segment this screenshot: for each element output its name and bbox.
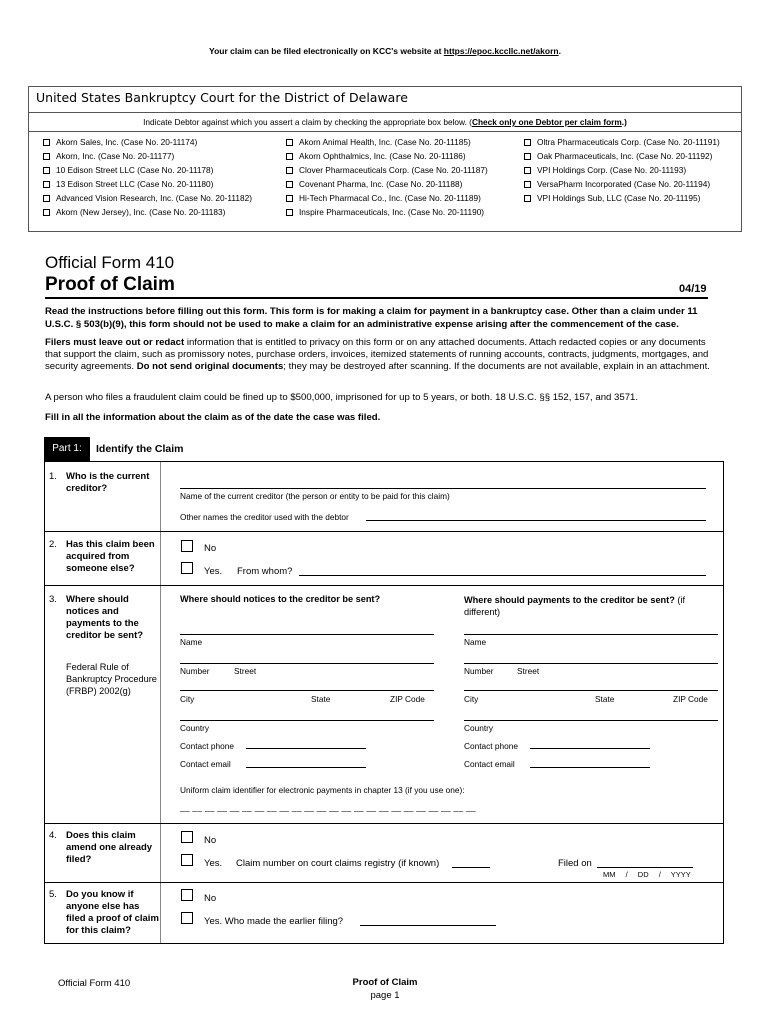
claim-number-field[interactable] <box>452 867 490 868</box>
debtor-checkbox[interactable] <box>524 139 531 146</box>
debtor-option[interactable] <box>43 193 252 203</box>
notice-street-label: Street <box>234 666 257 676</box>
redact-paragraph <box>45 337 713 373</box>
debtor-checkbox[interactable] <box>286 209 293 216</box>
debtor-checkbox[interactable] <box>43 209 50 216</box>
debtor-checkbox[interactable] <box>286 153 293 160</box>
debtor-option[interactable] <box>524 165 686 175</box>
debtor-label: Akorn (New Jersey), Inc. (Case No. 20-11183) <box>56 207 226 217</box>
q4-no-checkbox[interactable] <box>181 831 193 843</box>
debtor-option[interactable] <box>43 165 213 175</box>
q4-text: Does this claim amend one already filed? <box>66 830 153 865</box>
instruction-bold: Check only one Debtor per claim form <box>471 117 622 127</box>
part1-tag: Part 1: <box>44 437 90 461</box>
debtor-option[interactable] <box>524 151 712 161</box>
notice-number-label: Number <box>180 666 210 676</box>
notice-city-field[interactable] <box>180 690 434 691</box>
question-frame-left <box>44 462 45 943</box>
official-form-label: Official Form 410 <box>45 253 175 272</box>
efile-notice <box>0 46 770 56</box>
debtor-option[interactable] <box>286 151 466 161</box>
notice-name-label: Name <box>180 637 203 647</box>
court-instruction <box>29 112 741 129</box>
debtor-checkbox[interactable] <box>43 139 50 146</box>
payment-name-label: Name <box>464 637 487 647</box>
fraud-warning: A person who files a fraudulent claim could be fined up to $500,000, imprisoned for up to 5 years, or both. 18 U.S.C. §§ 152, 157, and 3571. <box>45 392 639 403</box>
notice-street-field[interactable] <box>180 663 434 664</box>
payment-street-label: Street <box>517 666 540 676</box>
fill-in-instruction: Fill in all the information about the claim as of the date the case was filed. <box>45 412 381 423</box>
debtor-option[interactable] <box>286 179 462 189</box>
q4-yes-label: Yes. <box>204 858 223 869</box>
debtor-label: VersaPharm Incorporated (Case No. 20-11194) <box>537 179 711 189</box>
payment-country-field[interactable] <box>464 720 718 721</box>
payment-phone-field[interactable] <box>530 748 650 749</box>
payment-country-label: Country <box>464 723 494 733</box>
q1-text: Who is the current creditor? <box>66 471 150 494</box>
debtor-label: Akorn Ophthalmics, Inc. (Case No. 20-11186) <box>299 151 466 161</box>
debtor-label: 10 Edison Street LLC (Case No. 20-11178) <box>56 165 214 175</box>
filed-on-date-field[interactable] <box>597 867 693 868</box>
debtor-option[interactable] <box>286 193 481 203</box>
q2-yes-checkbox[interactable] <box>181 562 193 574</box>
court-name: United States Bankruptcy Court for the District of Delaware <box>36 90 408 105</box>
redact-text2: ; they may be destroyed after scanning. If the documents are not available, explain in an attachment. <box>283 361 710 372</box>
notice-email-label: Contact email <box>180 759 231 769</box>
q2-no-checkbox[interactable] <box>181 540 193 552</box>
instruction-divider <box>29 131 741 132</box>
payments-heading-bold: Where should payments to the creditor be sent? <box>464 595 675 605</box>
q2-divider <box>44 585 724 586</box>
notices-heading: Where should notices to the creditor be sent? <box>180 594 381 604</box>
debtor-checkbox[interactable] <box>524 181 531 188</box>
notice-city-label: City <box>180 694 195 704</box>
part1-title: Identify the Claim <box>96 443 184 455</box>
footer-page: page 1 <box>370 990 400 1001</box>
debtor-checkbox[interactable] <box>286 195 293 202</box>
debtor-checkbox[interactable] <box>286 139 293 146</box>
q5-no-label: No <box>204 893 217 904</box>
debtor-option[interactable] <box>43 207 225 217</box>
debtor-checkbox[interactable] <box>286 181 293 188</box>
efile-suffix: . <box>558 46 561 56</box>
q2-text: Has this claim been acquired from someone else? <box>66 539 155 574</box>
from-whom-label: From whom? <box>237 566 293 577</box>
debtor-label: Oak Pharmaceuticals, Inc. (Case No. 20-11192) <box>537 151 713 161</box>
debtor-checkbox[interactable] <box>524 153 531 160</box>
debtor-option[interactable] <box>524 193 700 203</box>
q3-text: Where should notices and payments to the creditor be sent? <box>66 594 144 641</box>
footer-form-name: Official Form 410 <box>58 978 131 989</box>
other-names-field[interactable] <box>366 520 706 521</box>
debtor-label: Inspire Pharmaceuticals, Inc. (Case No. 20-11190) <box>299 207 485 217</box>
debtor-checkbox[interactable] <box>524 167 531 174</box>
earlier-filer-field[interactable] <box>360 925 496 926</box>
filed-on-label: Filed on <box>558 858 592 869</box>
debtor-label: Akorn, Inc. (Case No. 20-11177) <box>56 151 175 161</box>
debtor-label: Clover Pharmaceuticals Corp. (Case No. 20-11187) <box>299 165 488 175</box>
q2-number: 2. <box>49 539 57 550</box>
uci-label: Uniform claim identifier for electronic payments in chapter 13 (if you use one): <box>180 785 465 795</box>
question-label-divider <box>160 462 161 943</box>
instructions-bold: Read the instructions before filling out this form. This form is for making a claim for payment in a bankruptcy case. Other than a claim under 11 U.S.C. § 503(b)(9), this form should not be used to make a claim for an administrative expense arising after the commencement of the case. <box>45 306 698 330</box>
debtor-option[interactable] <box>43 179 213 189</box>
payment-zip-label: ZIP Code <box>673 694 708 704</box>
q3-number: 3. <box>49 594 57 605</box>
frbp-note: Federal Rule of Bankruptcy Procedure (FRBP) 2002(g) <box>66 662 157 696</box>
debtor-option[interactable] <box>524 179 710 189</box>
debtor-option[interactable] <box>286 165 488 175</box>
creditor-name-label: Name of the current creditor (the person or entity to be paid for this claim) <box>180 491 450 501</box>
notice-phone-label: Contact phone <box>180 741 234 751</box>
q2-no-label: No <box>204 543 217 554</box>
debtor-option[interactable] <box>524 137 720 147</box>
q5-yes-label: Yes. Who made the earlier filing? <box>204 916 344 927</box>
footer-title: Proof of Claim <box>352 977 418 988</box>
notice-zip-label: ZIP Code <box>390 694 425 704</box>
date-mm: MM <box>603 870 616 879</box>
q4-yes-checkbox[interactable] <box>181 854 193 866</box>
payment-name-field[interactable] <box>464 634 718 635</box>
debtor-checkbox[interactable] <box>43 195 50 202</box>
q4-number: 4. <box>49 830 57 841</box>
debtor-label: VPI Holdings Sub, LLC (Case No. 20-11195) <box>537 193 701 203</box>
notice-state-label: State <box>311 694 331 704</box>
notice-country-field[interactable] <box>180 720 434 721</box>
date-slash: / <box>658 870 661 879</box>
payment-email-field[interactable] <box>530 767 650 768</box>
payment-city-field[interactable] <box>464 690 718 691</box>
notice-email-field[interactable] <box>246 767 366 768</box>
title-rule <box>45 297 708 299</box>
debtor-checkbox[interactable] <box>524 195 531 202</box>
debtor-label: VPI Holdings Corp. (Case No. 20-11193) <box>537 165 687 175</box>
payments-heading <box>464 594 714 618</box>
debtor-label: Covenant Pharma, Inc. (Case No. 20-11188) <box>299 179 463 189</box>
part1-rule <box>44 461 724 462</box>
payment-street-field[interactable] <box>464 663 718 664</box>
payment-phone-label: Contact phone <box>464 741 518 751</box>
efile-prefix: Your claim can be filed electronically on KCC's website at <box>209 46 444 56</box>
q2-yes-label: Yes. <box>204 566 223 577</box>
payment-state-label: State <box>595 694 615 704</box>
notice-name-field[interactable] <box>180 634 434 635</box>
payments-heading-rest: (if different) <box>464 595 686 617</box>
from-whom-field[interactable] <box>299 575 706 576</box>
payment-email-label: Contact email <box>464 759 515 769</box>
debtor-option[interactable] <box>43 151 174 161</box>
q4-divider <box>44 882 724 883</box>
q5-no-checkbox[interactable] <box>181 889 193 901</box>
date-dd: DD <box>637 870 649 879</box>
payment-number-label: Number <box>464 666 494 676</box>
q1-divider <box>44 531 724 532</box>
q5-yes-checkbox[interactable] <box>181 912 193 924</box>
q4-no-label: No <box>204 835 217 846</box>
debtor-checkbox[interactable] <box>43 153 50 160</box>
date-yyyy: YYYY <box>670 870 691 879</box>
creditor-name-field[interactable] <box>180 488 706 489</box>
debtor-label: Oltra Pharmaceuticals Corp. (Case No. 20-11191) <box>537 137 720 147</box>
other-names-label: Other names the creditor used with the debtor <box>180 512 349 522</box>
efile-link[interactable]: https://epoc.kccllc.net/akorn <box>443 46 559 56</box>
debtor-checkbox[interactable] <box>286 167 293 174</box>
uci-field[interactable]: __ __ __ __ __ __ __ __ __ __ __ __ __ __ __ __ __ __ __ __ __ __ __ __ <box>180 802 476 812</box>
debtor-label: 13 Edison Street LLC (Case No. 20-11180) <box>56 179 214 189</box>
claim-number-label: Claim number on court claims registry (if known) <box>236 858 440 869</box>
debtor-label: Akorn Sales, Inc. (Case No. 20-11174) <box>56 137 198 147</box>
q5-number: 5. <box>49 889 57 900</box>
debtor-option[interactable] <box>43 137 197 147</box>
debtor-checkbox[interactable] <box>43 167 50 174</box>
debtor-checkbox[interactable] <box>43 181 50 188</box>
instruction-suffix: .) <box>621 117 627 127</box>
redact-bold: Filers must leave out or redact <box>45 337 185 348</box>
q5-text: Do you know if anyone else has filed a proof of claim for this claim? <box>66 889 159 936</box>
notice-country-label: Country <box>180 723 210 733</box>
q1-number: 1. <box>49 471 57 482</box>
payment-city-label: City <box>464 694 479 704</box>
q5-divider <box>44 943 724 944</box>
court-box <box>28 86 742 232</box>
form-title: Proof of Claim <box>45 274 175 295</box>
form-version: 04/19 <box>679 283 707 295</box>
debtor-label: Advanced Vision Research, Inc. (Case No. 20-11182) <box>56 193 253 203</box>
debtor-option[interactable] <box>286 207 484 217</box>
debtor-label: Hi-Tech Pharmacal Co., Inc. (Case No. 20-11189) <box>299 193 481 203</box>
debtor-label: Akorn Animal Health, Inc. (Case No. 20-11185) <box>299 137 471 147</box>
q3-divider <box>44 823 724 824</box>
debtor-option[interactable] <box>286 137 471 147</box>
instruction-prefix: Indicate Debtor against which you assert a claim by checking the appropriate box below. ( <box>143 117 472 127</box>
redact-text: information that is entitled to privacy on this form or on any attached documents. Attach redacted copies or any documents that support the claim, such as promissory notes, purchase orders, invoices, itemized statements of running accounts, contracts, judgments, mortgages, and security agreements. <box>45 337 709 372</box>
notice-phone-field[interactable] <box>246 748 366 749</box>
date-format <box>603 870 691 879</box>
question-frame-right <box>723 462 724 943</box>
date-slash: / <box>625 870 628 879</box>
redact-bold2: Do not send original documents <box>136 361 284 372</box>
